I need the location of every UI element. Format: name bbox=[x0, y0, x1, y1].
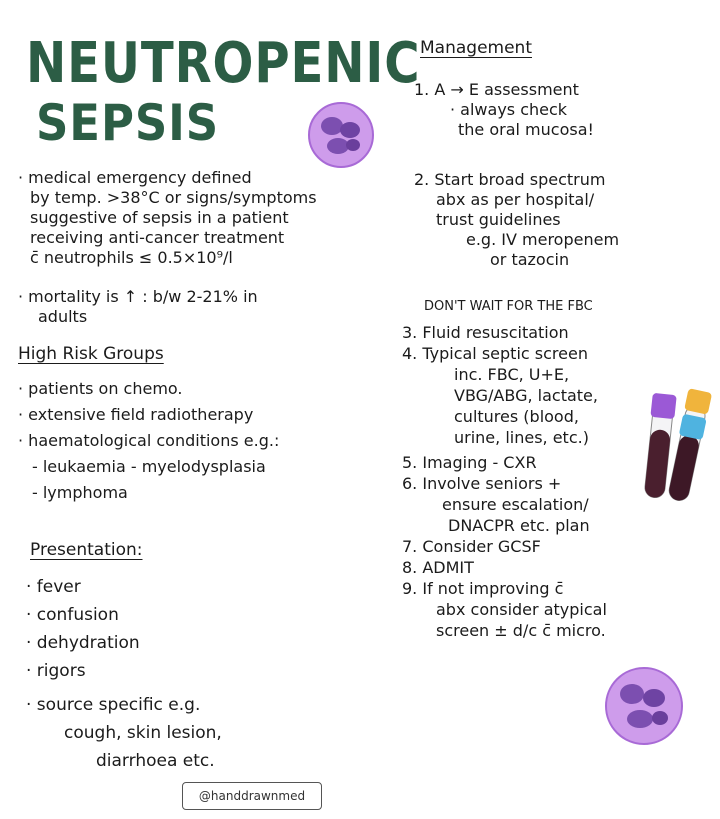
definition-line: · medical emergency defined bbox=[18, 168, 252, 187]
management-list bbox=[414, 170, 619, 270]
management-line: cultures (blood, bbox=[454, 407, 579, 426]
management-line: inc. FBC, U+E, bbox=[454, 365, 570, 384]
mortality-line: · mortality is ↑ : b/w 2-21% in bbox=[18, 287, 258, 306]
management-line: VBG/ABG, lactate, bbox=[454, 386, 598, 405]
management-line: e.g. IV meropenem bbox=[466, 230, 620, 249]
list-item: · confusion bbox=[26, 605, 119, 625]
neutrophil-cell-icon bbox=[602, 664, 686, 748]
management-line: 8. ADMIT bbox=[402, 558, 474, 577]
fbc-warning: DON'T WAIT FOR THE FBC bbox=[424, 299, 593, 314]
list-item: · extensive field radiotherapy bbox=[18, 405, 254, 424]
list-item: cough, skin lesion, bbox=[64, 723, 222, 743]
management-line: urine, lines, etc.) bbox=[454, 428, 589, 447]
definition-line: by temp. >38°C or signs/symptoms bbox=[30, 188, 317, 207]
high-risk-list bbox=[18, 376, 279, 506]
management-line: 5. Imaging - CXR bbox=[402, 453, 537, 472]
list-item: - lymphoma bbox=[32, 483, 128, 502]
title-line-2: SEPSIS bbox=[36, 94, 220, 152]
management-line: abx consider atypical bbox=[436, 600, 607, 619]
mortality-block bbox=[18, 287, 258, 327]
management-heading: Management bbox=[420, 38, 532, 58]
management-line: the oral mucosa! bbox=[458, 120, 594, 139]
list-item: · dehydration bbox=[26, 633, 140, 653]
management-line: ensure escalation/ bbox=[442, 495, 589, 514]
management-line: or tazocin bbox=[490, 250, 570, 269]
list-item: · haematological conditions e.g.: bbox=[18, 431, 280, 450]
management-line: screen ± d/c c̄ micro. bbox=[436, 621, 606, 640]
management-list bbox=[414, 80, 594, 140]
definition-block bbox=[18, 168, 317, 268]
management-line: trust guidelines bbox=[436, 210, 561, 229]
management-line: 3. Fluid resuscitation bbox=[402, 323, 569, 342]
management-line: 6. Involve seniors + bbox=[402, 474, 562, 493]
blood-tubes-icon bbox=[634, 380, 714, 510]
list-item: · source specific e.g. bbox=[26, 695, 201, 715]
watermark-tag: @handdrawnmed bbox=[182, 782, 322, 810]
management-line: 4. Typical septic screen bbox=[402, 344, 588, 363]
definition-line: c̄ neutrophils ≤ 0.5×10⁹/l bbox=[30, 248, 233, 267]
list-item: diarrhoea etc. bbox=[96, 751, 215, 771]
list-item: - leukaemia - myelodysplasia bbox=[32, 457, 266, 476]
management-line: · always check bbox=[450, 100, 568, 119]
high-risk-heading: High Risk Groups bbox=[18, 344, 164, 364]
list-item: · patients on chemo. bbox=[18, 379, 183, 398]
mortality-line: adults bbox=[38, 307, 88, 326]
presentation-list bbox=[26, 573, 222, 775]
management-line: 9. If not improving c̄ bbox=[402, 579, 564, 598]
management-line: 1. A → E assessment bbox=[414, 80, 579, 99]
definition-line: receiving anti-cancer treatment bbox=[30, 228, 285, 247]
list-item: · fever bbox=[26, 577, 81, 597]
title-line-1: NEUTROPENIC bbox=[26, 31, 421, 96]
management-line: 7. Consider GCSF bbox=[402, 537, 541, 556]
management-line: abx as per hospital/ bbox=[436, 190, 595, 209]
management-line: 2. Start broad spectrum bbox=[414, 170, 606, 189]
presentation-heading: Presentation: bbox=[30, 540, 143, 560]
management-line: DNACPR etc. plan bbox=[448, 516, 590, 535]
definition-line: suggestive of sepsis in a patient bbox=[30, 208, 289, 227]
neutrophil-cell-icon bbox=[306, 100, 376, 170]
management-list bbox=[402, 322, 607, 641]
list-item: · rigors bbox=[26, 661, 86, 681]
